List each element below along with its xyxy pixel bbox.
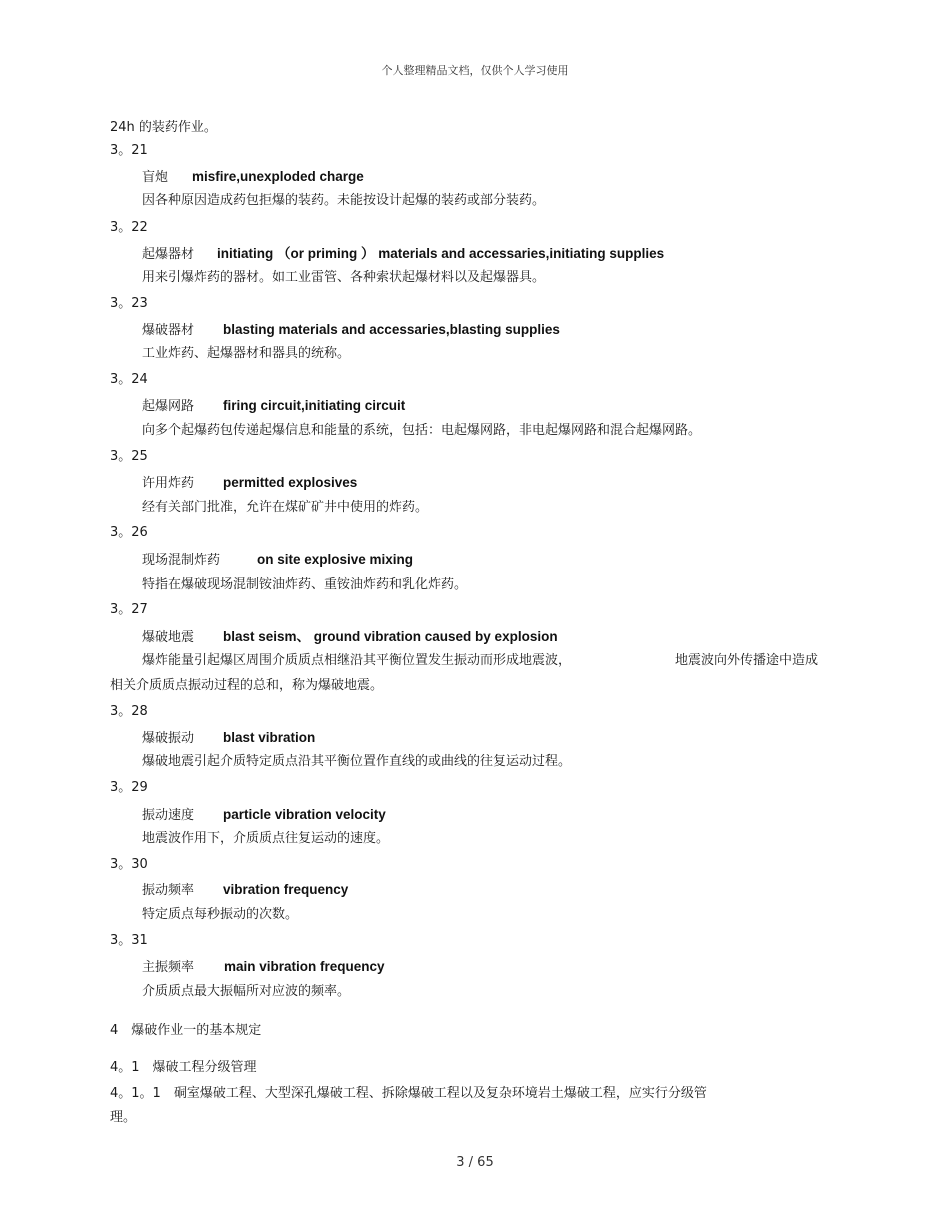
entry-number: 3。30: [110, 857, 148, 872]
entry-definition: 地震波作用下，介质质点往复运动的速度。: [142, 831, 390, 846]
entry-term: [142, 322, 560, 339]
clause-text: 4。1。1 硐室爆破工程、大型深孔爆破工程、拆除爆破工程以及复杂环境岩土爆破工程，应实行分级管: [110, 1086, 707, 1101]
term-chinese: 起爆器材: [142, 247, 195, 262]
term-english: particle vibration velocity: [223, 807, 386, 822]
entry-definition: 爆炸能量引起爆区周围介质质点相继沿其平衡位置发生振动而形成地震波，: [142, 653, 572, 668]
entry-definition: 因各种原因造成药包拒爆的装药。未能按设计起爆的装药或部分装药。: [142, 193, 546, 208]
entry-number: 3。21: [110, 143, 148, 158]
entry-number: 3。25: [110, 449, 148, 464]
entry-definition-continued: 地震波向外传播途中造成: [675, 653, 819, 668]
entry-term: [142, 398, 405, 415]
term-chinese: 盲炮: [142, 170, 169, 185]
section-heading: 4 爆破作业一的基本规定: [110, 1023, 262, 1038]
term-english: blasting materials and accessaries,blasting supplies: [223, 322, 560, 337]
entry-definition-wrap: 相关介质质点振动过程的总和，称为爆破地震。: [110, 678, 384, 693]
entry-number: 3。29: [110, 780, 148, 795]
term-chinese: 爆破地震: [142, 630, 195, 645]
entry-definition: 经有关部门批准，允许在煤矿矿井中使用的炸药。: [142, 500, 429, 515]
term-chinese: 现场混制炸药: [142, 553, 221, 568]
entry-definition: 爆破地震引起介质特定质点沿其平衡位置作直线的或曲线的往复运动过程。: [142, 754, 572, 769]
entry-number: 3。31: [110, 933, 148, 948]
entry-definition: 用来引爆炸药的器材。如工业雷管、各种索状起爆材料以及起爆器具。: [142, 270, 546, 285]
entry-term: [142, 246, 664, 263]
term-chinese: 爆破器材: [142, 323, 195, 338]
entry-term: [142, 730, 315, 747]
entry-term: [142, 169, 364, 186]
term-english: misfire,unexploded charge: [192, 169, 364, 184]
entry-number: 3。22: [110, 220, 148, 235]
term-chinese: 振动频率: [142, 883, 195, 898]
term-chinese: 振动速度: [142, 808, 195, 823]
entry-term: [142, 475, 357, 492]
term-english: blast seism、 ground vibration caused by explosion: [223, 629, 558, 644]
term-chinese: 许用炸药: [142, 476, 195, 491]
entry-number: 3。23: [110, 296, 148, 311]
page-number: 3 / 65: [456, 1155, 494, 1170]
term-english: firing circuit,initiating circuit: [223, 398, 406, 413]
entry-definition: 向多个起爆药包传递起爆信息和能量的系统，包括：电起爆网路，非电起爆网路和混合起爆网路。: [142, 423, 702, 438]
term-chinese: 爆破振动: [142, 731, 195, 746]
entry-term: [142, 552, 413, 569]
entry-definition: 介质质点最大振幅所对应波的频率。: [142, 984, 351, 999]
term-english: initiating （or priming ） materials and accessaries,initiating supplies: [217, 246, 665, 261]
term-english: on site explosive mixing: [257, 552, 414, 567]
term-english: main vibration frequency: [224, 959, 385, 974]
intro-text: 24h 的装药作业。: [110, 120, 217, 135]
entry-number: 3。26: [110, 525, 148, 540]
entry-number: 3。24: [110, 372, 148, 387]
term-english: vibration frequency: [223, 882, 349, 897]
term-chinese: 主振频率: [142, 960, 195, 975]
entry-definition: 特指在爆破现场混制铵油炸药、重铵油炸药和乳化炸药。: [142, 577, 468, 592]
term-chinese: 起爆网路: [142, 399, 195, 414]
page-header: 个人整理精品文档，仅供个人学习使用: [381, 64, 569, 77]
entry-term: [142, 629, 558, 646]
term-english: blast vibration: [223, 730, 316, 745]
clause-text-wrap: 理。: [110, 1110, 137, 1125]
term-english: permitted explosives: [223, 475, 358, 490]
entry-term: [142, 959, 385, 976]
entry-definition: 工业炸药、起爆器材和器具的统称。: [142, 346, 351, 361]
subsection-heading: 4。1 爆破工程分级管理: [110, 1060, 257, 1075]
entry-term: [142, 807, 386, 824]
entry-number: 3。27: [110, 602, 148, 617]
entry-number: 3。28: [110, 704, 148, 719]
entry-term: [142, 882, 348, 899]
entry-definition: 特定质点每秒振动的次数。: [142, 907, 299, 922]
